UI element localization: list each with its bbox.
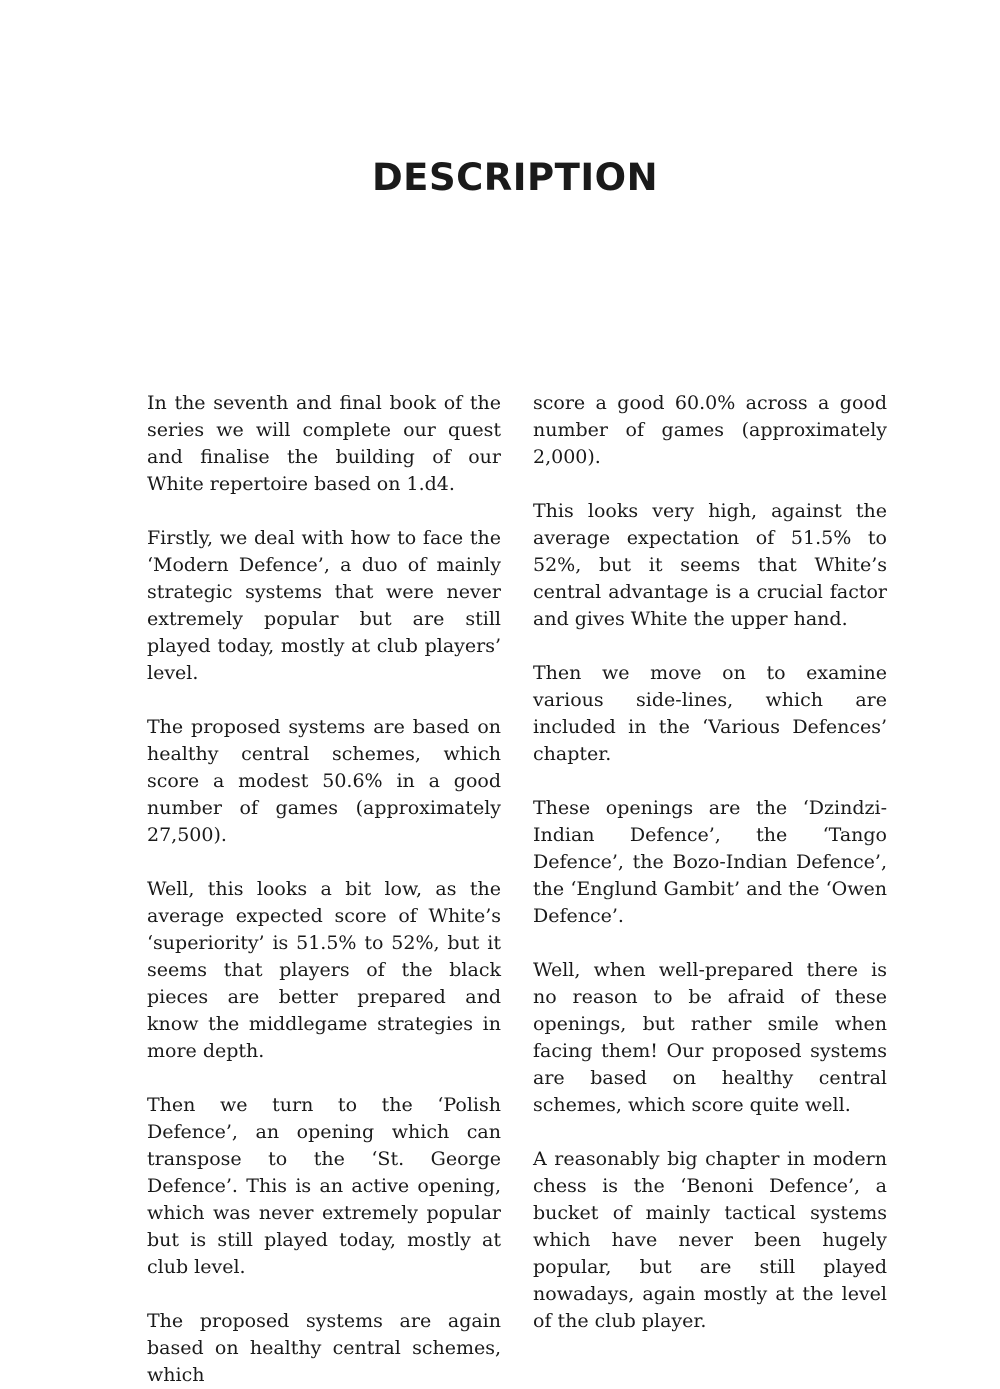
page-title: DESCRIPTION [371, 156, 659, 199]
paragraph: These openings are the ‘Dzindzi-Indian Defence’, the ‘Tango Defence’, the Bozo-Indian Defence’, the ‘Englund Gambit’ and the ‘Owen Defence’. [533, 797, 887, 927]
paragraph: Well, when well-prepared there is no reason to be afraid of these openings, but rather smile when facing them! Our proposed systems are based on healthy central schemes, which score quite well. [533, 959, 887, 1116]
left-column [147, 390, 501, 1389]
paragraph: In the seventh and final book of the series we will complete our quest and finalise the building of our White repertoire based on 1.d4. [147, 392, 501, 495]
text-columns [147, 390, 887, 1389]
paragraph: A reasonably big chapter in modern chess is the ‘Benoni Defence’, a bucket of mainly tactical systems which have never been hugely popular, but are still played nowadays, again mostly at the level of the club player. [533, 1148, 887, 1332]
paragraph: Well, this looks a bit low, as the average expected score of White’s ‘superiority’ is 51.5% to 52%, but it seems that players of the black pieces are better prepared and know the middlegame strategies in more depth. [147, 878, 501, 1062]
right-column [533, 390, 887, 1389]
paragraph: Firstly, we deal with how to face the ‘Modern Defence’, a duo of mainly strategic systems that were never extremely popular but are still played today, mostly at club players’ level. [147, 527, 501, 684]
paragraph: score a good 60.0% across a good number of games (approximately 2,000). [533, 392, 887, 468]
paragraph: The proposed systems are again based on healthy central schemes, which [147, 1310, 501, 1386]
paragraph: Then we turn to the ‘Polish Defence’, an opening which can transpose to the ‘St. George Defence’. This is an active opening, which was never extremely popular but is still played today, mostly at club level. [147, 1094, 501, 1278]
paragraph: The proposed systems are based on healthy central schemes, which score a modest 50.6% in a good number of games (approximately 27,500). [147, 716, 501, 846]
paragraph: This looks very high, against the average expectation of 51.5% to 52%, but it seems that White’s central advantage is a crucial factor and gives White the upper hand. [533, 500, 887, 630]
paragraph: Then we move on to examine various side-lines, which are included in the ‘Various Defences’ chapter. [533, 662, 887, 765]
